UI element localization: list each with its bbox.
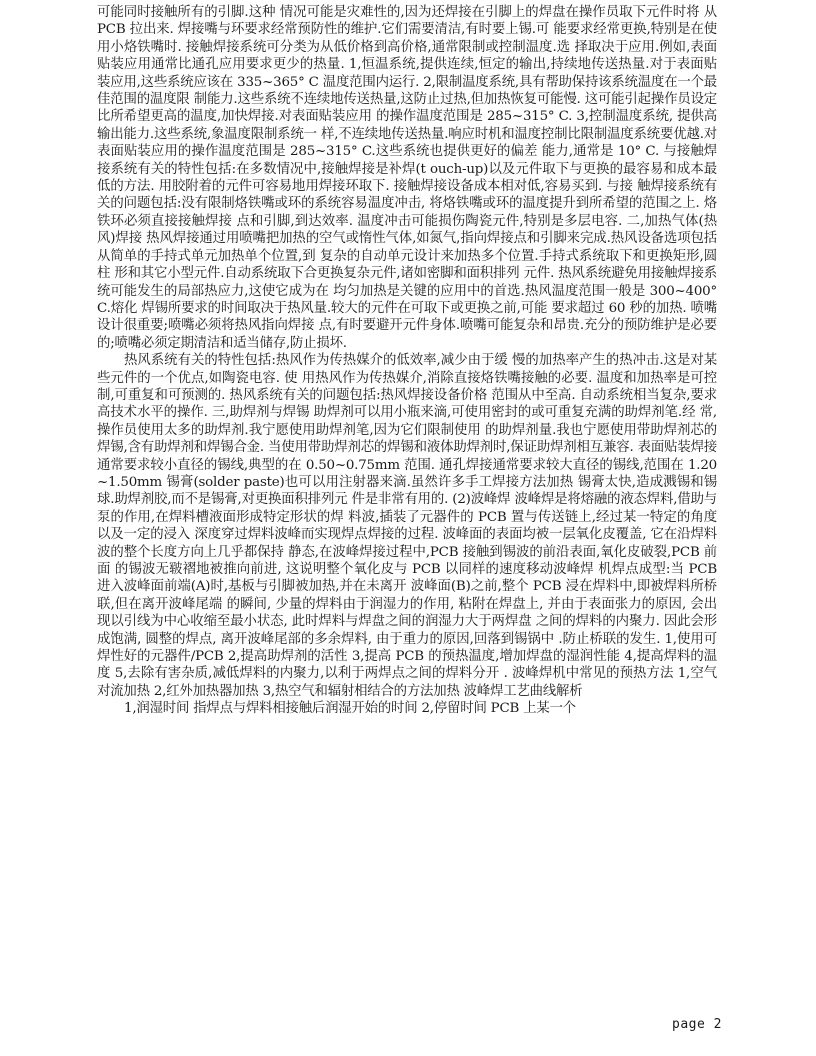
body-paragraph-1: 可能同时接触所有的引脚.这种 情况可能是灾难性的,因为还焊接在引脚上的焊盘在操作员取下元件时将 从 PCB 拉出来. 焊接嘴与环要求经常预防性的维护.它们需要清洁,有时要上锡.可 能要求经常更换,特别是在使用小烙铁嘴时. 接触焊接系统可分类为从低价格到高价格,通常限制或控制温度.选 择取决于应用.例如,表面贴装应用通常比通孔应用要求更少的热量. 1,恒温系统,提供连续,恒定的输出,持续地传送热量.对于表面贴 装应用,这些系统应该在 335~365° C 温度范围内运行. 2,限制温度系统,具有帮助保持该系统温度在一个最佳范围的温度限 制能力.这些系统不连续地传送热量,这防止过热,但加热恢复可能慢. 这可能引起操作员设定比所希望更高的温度,加快焊接.对表面贴装应用 的操作温度范围是 285~315° C. 3,控制温度系统, 提供高输出能力.这些系统,象温度限制系统一 样,不连续地传送热量.响应时机和温度控制比限制温度系统要优越.对 表面贴装应用的操作温度范围是 285~315° C.这些系统也提供更好的偏差 能力,通常是 10° C. 与接触焊接系统有关的特性包括:在多数情况中,接触焊接是补焊(t ouch-up)以及元件取下与更换的最容易和成本最低的方法. 用胶附着的元件可容易地用焊接环取下. 接触焊接设备成本相对低,容易买到. 与接 触焊接系统有关的问题包括:没有限制烙铁嘴或环的系统容易温度冲击, 将烙铁嘴或环的温度提升到所希望的范围之上. 烙铁环必须直接接触焊接 点和引脚,到达效率. 温度冲击可能损伤陶瓷元件,特别是多层电容. 二,加热气体(热风)焊接 热风焊接通过用喷嘴把加热的空气或惰性气体,如氮气,指向焊接点和引脚来完成.热风设备选项包括从简单的手持式单元加热单个位置,到 复杂的自动单元设计来加热多个位置.手持式系统取下和更换矩形,圆柱 形和其它小型元件.自动系统取下合更换复杂元件,诸如密脚和面积排列 元件. 热风系统避免用接触焊接系统可能发生的局部热应力,这使它成为在 均匀加热是关键的应用中的首选.热风温度范围一般是 300~400° C.熔化 焊锡所要求的时间取决于热风量.较大的元件在可取下或更换之前,可能 要求超过 60 秒的加热. 喷嘴设计很重要;喷嘴必须将热风指向焊接 点,有时要避开元件身体.喷嘴可能复杂和昂贵.充分的预防维护是必要 的;喷嘴必须定期清洁和适当储存,防止损坏. [97,5,717,351]
page-body [97,4,717,718]
page-number: page 2 [672,1017,722,1032]
body-paragraph-3: 1,润湿时间 指焊点与焊料相接触后润湿开始的时间 2,停留时间 PCB 上某一个 [124,701,576,717]
body-paragraph-2: 热风系统有关的特性包括:热风作为传热媒介的低效率,减少由于缓 慢的加热率产生的热冲击.这是对某些元件的一个优点,如陶瓷电容. 使 用热风作为传热媒介,消除直接烙铁嘴接触的必要. 温度和加热率是可控 制,可重复和可预测的. 热风系统有关的问题包括:热风焊接设备价格 范围从中至高. 自动系统相当复杂,要求高技术水平的操作. 三,助焊剂与焊锡 助焊剂可以用小瓶来滴,可使用密封的或可重复充满的助焊剂笔.经 常,操作员使用太多的助焊剂.我宁愿使用助焊剂笔,因为它们限制使用 的助焊剂量.我也宁愿使用带助焊剂芯的焊锡,含有助焊剂和焊锡合金. 当使用带助焊剂芯的焊锡和液体助焊剂时,保证助焊剂相互兼容. 表面贴装焊接通常要求较小直径的锡线,典型的在 0.50~0.75mm 范围. 通孔焊接通常要求较大直径的锡线,范围在 1.20~1.50mm 锡膏(solder paste)也可以用注射器来滴.虽然许多手工焊接方法加热 锡膏太快,造成溅锡和锡球.助焊剂胶,而不是锡膏,对更换面积排列元 件是非常有用的. (2)波峰焊 波峰焊是将熔融的液态焊料,借助与泵的作用,在焊料槽液面形成特定形状的焊 料波,插装了元器件的 PCB 置与传送链上,经过某一特定的角度以及一定的浸入 深度穿过焊料波峰而实现焊点焊接的过程. 波峰面的表面均被一层氧化皮覆盖, 它在沿焊料波的整个长度方向上几乎都保持 静态,在波峰焊接过程中,PCB 接触到锡波的前沿表面,氧化皮破裂,PCB 前面 的锡波无皲褶地被推向前进, 这说明整个氧化皮与 PCB 以同样的速度移动波峰焊 机焊点成型:当 PCB 进入波峰面前端(A)时,基板与引脚被加热,并在未离开 波峰面(B)之前,整个 PCB 浸在焊料中,即被焊料所桥联,但在离开波峰尾端 的瞬间, 少量的焊料由于润湿力的作用, 粘附在焊盘上, 并由于表面张力的原因, 会出现以引线为中心收缩至最小状态, 此时焊料与焊盘之间的润湿力大于两焊盘 之间的焊料的内聚力. 因此会形成饱满, 圆整的焊点, 离开波峰尾部的多余焊料, 由于重力的原因,回落到锡锅中 .防止桥联的发生. 1,使用可焊性好的元器件/PCB 2,提高助焊剂的活性 3,提高 PCB 的预热温度,增加焊盘的湿润性能 4,提高焊料的温度 5,去除有害杂质,减低焊料的内聚力,以利于两焊点之间的焊料分开 . 波峰焊机中常见的预热方法 1,空气对流加热 2,红外加热器加热 3,热空气和辐射相结合的方法加热 波峰焊工艺曲线解析 [97,353,717,699]
